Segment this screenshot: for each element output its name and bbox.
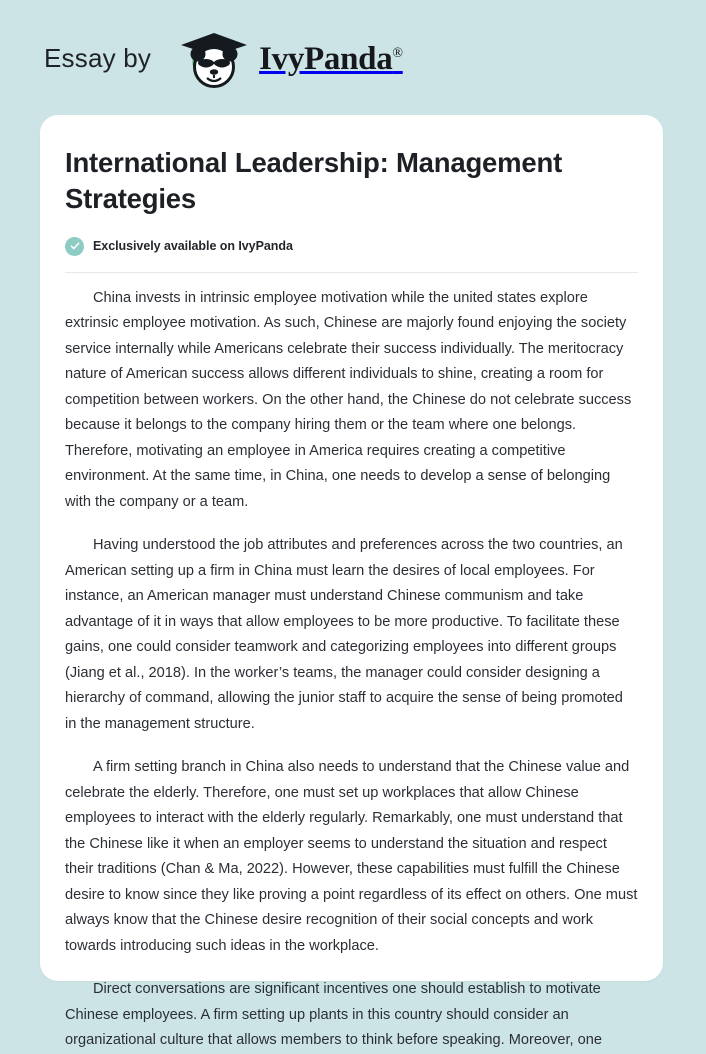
exclusive-badge <box>65 237 638 256</box>
ivypanda-logo[interactable] <box>175 27 403 89</box>
title-divider <box>65 272 638 273</box>
essay-body <box>65 286 638 1054</box>
document-card <box>40 115 663 1048</box>
brand-wordmark <box>259 43 403 76</box>
essay-by-label: Essay by <box>44 42 152 73</box>
exclusive-badge-label: Exclusively available on IvyPanda <box>93 238 293 253</box>
paragraph: A firm setting branch in China also needs to understand that the Chinese value and celebrate the elderly. Therefore, one must set up workplaces that allow Chinese employees to interact with the elderly regularly. Remarkably, one must understand that the Chinese like it when an employer seems to understand the situation and respect their traditions (Chan & Ma, 2022). However, these capabilities must fulfill the Chinese desire to know since they like proving a point regardless of its effect on others. One must always know that the Chinese desire recognition of their social concepts and work towards introducing such ideas in the workplace. <box>65 759 638 954</box>
brand-name-text: IvyPanda <box>259 41 393 77</box>
paragraph: Having understood the job attributes and preferences across the two countries, an American setting up a firm in China must learn the desires of local employees. For instance, an American manager must understand Chinese communism and take advantage of it in ways that allow employees to be more productive. To facilitate these gains, one could consider teamwork and categorizing employees into different groups (Jiang et al., 2018). In the worker’s teams, the manager could consider designing a hierarchy of command, allowing the junior staff to acquire the sense of being promoted in the management structure. <box>65 537 623 732</box>
check-circle-icon <box>65 237 84 256</box>
registered-mark: ® <box>392 46 403 61</box>
paragraph: China invests in intrinsic employee motivation while the united states explore extrinsic employee motivation. As such, Chinese are majorly found enjoying the society service internally while Americans celebrate their success individually. The meritocracy nature of American success allows different individuals to shine, creating a room for competition between workers. On the other hand, the Chinese do not celebrate success because it belongs to the company hiring them or the team where one belongs. Therefore, motivating an employee in America requires creating a competitive environment. At the same time, in China, one needs to develop a sense of belonging with the company or a team. <box>65 289 632 510</box>
panda-graduate-icon <box>175 27 253 89</box>
brand-header <box>0 0 706 115</box>
paragraph: Direct conversations are significant incentives one should establish to motivate Chinese employees. A firm setting up plants in this country should consider an organizational culture that allows members to think before speaking. Moreover, one <box>65 981 603 1048</box>
page-title: International Leadership: Management Strategies <box>65 147 563 214</box>
